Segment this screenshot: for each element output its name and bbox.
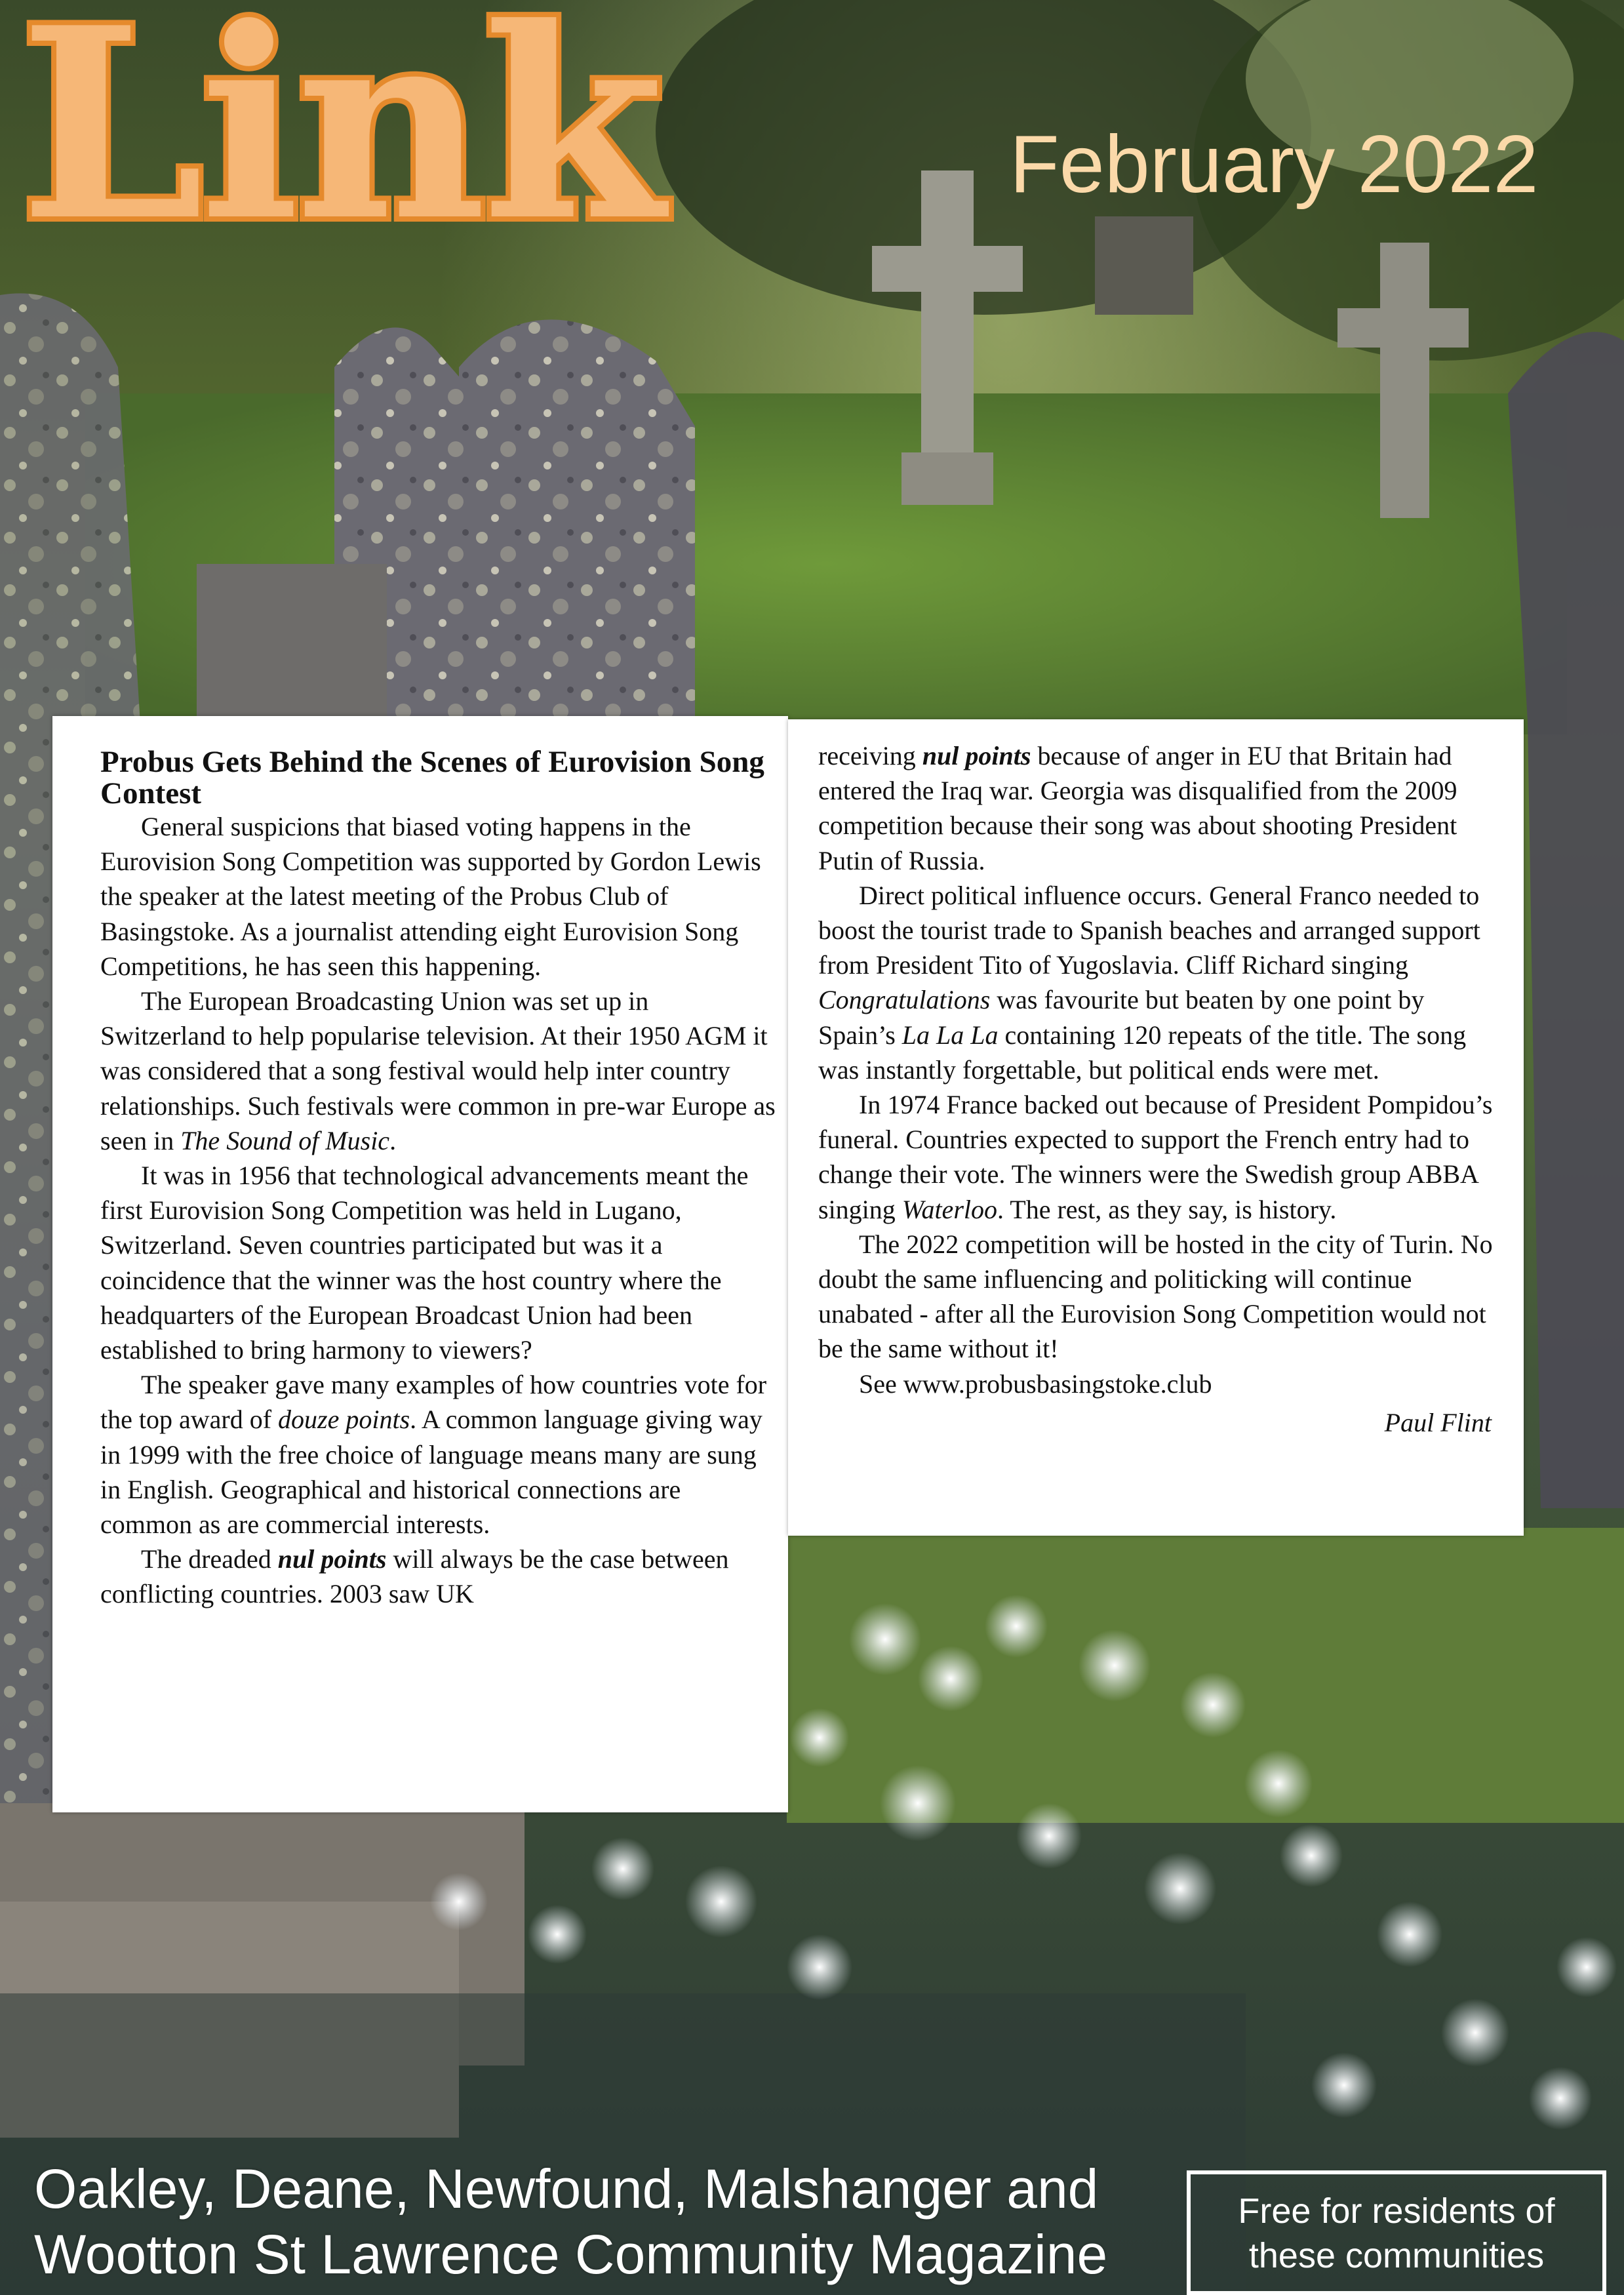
text-run: General suspicions that biased voting happens in the Eurovision Song Competition was supported by Gordon Lewis the speaker at the latest meeting of the Probus Club of Basingstoke. As a journalist attending eight Eurovision Song Competitions, he has seen this happening. — [100, 812, 761, 981]
text-run: See www.probusbasingstoke.club — [859, 1368, 1212, 1399]
free-line-1: Free for residents of — [1238, 2191, 1555, 2231]
article-body-left — [100, 809, 776, 1612]
text-run: La La La — [901, 1020, 999, 1050]
text-run: . The rest, as they say, is history. — [997, 1194, 1337, 1224]
article-paragraph — [100, 984, 776, 1158]
article-paragraph — [818, 738, 1508, 878]
text-run: was favourite but beaten by one point by Spain’s — [818, 985, 1425, 1050]
article-body-right — [818, 738, 1508, 1401]
article-paragraph — [818, 878, 1508, 1087]
text-run: . A common language giving way in 1999 with the free choice of language means many are sung in English. Geographical and historical connections are common as are commercial interests. — [100, 1405, 762, 1540]
text-run: Waterloo — [901, 1194, 997, 1224]
article-paragraph — [100, 809, 776, 984]
article-column-right — [818, 738, 1508, 1440]
article-paragraph — [818, 1367, 1508, 1401]
text-run: nul points — [277, 1544, 387, 1574]
article-paragraph — [100, 1367, 776, 1542]
text-run: The speaker gave many examples of how countries vote for the top award of — [100, 1370, 767, 1435]
article-paragraph — [818, 1087, 1508, 1227]
text-run: In 1974 France backed out because of President Pompidou’s funeral. Countries expected to support the French entry had to change their vote. The winners were the Swedish group ABBA singing — [818, 1090, 1493, 1224]
free-distribution-box — [1187, 2170, 1606, 2295]
text-run: will always be the case between conflicting countries. 2003 saw UK — [100, 1544, 729, 1609]
text-run: douze points — [278, 1405, 410, 1435]
text-run: Direct political influence occurs. General Franco needed to boost the tourist trade to Spanish beaches and arranged support from President Tito of Yugoslavia. Cliff Richard singing — [818, 880, 1480, 980]
text-run: The dreaded — [141, 1544, 278, 1574]
text-run: The European Broadcasting Union was set up in Switzerland to help popularise television. At their 1950 AGM it was considered that a song festival would help inter country relationships. Such festivals were common in pre-war Europe as seen in — [100, 986, 776, 1155]
text-run: The Sound of Music — [180, 1125, 390, 1155]
article-author: Paul Flint — [1384, 1407, 1492, 1437]
article-headline: Probus Gets Behind the Scenes of Eurovision Song Contest — [100, 745, 764, 810]
article-paragraph — [818, 1227, 1508, 1367]
magazine-subtitle-line-2: Wootton St Lawrence Community Magazine — [34, 2224, 1108, 2285]
article-column-left — [100, 746, 776, 1612]
text-run: receiving — [818, 741, 922, 770]
free-line-2: these communities — [1248, 2236, 1545, 2275]
article-paragraph — [100, 1542, 776, 1611]
magazine-subtitle — [34, 2156, 1107, 2287]
text-run: Congratulations — [818, 985, 991, 1015]
issue-date: February 2022 — [1010, 119, 1539, 210]
text-run: . — [389, 1125, 397, 1155]
text-run: containing 120 repeats of the title. The song was instantly forgettable, but political ends were met. — [818, 1020, 1467, 1085]
magazine-subtitle-line-1: Oakley, Deane, Newfound, Malshanger and — [34, 2158, 1099, 2220]
text-run: The 2022 competition will be hosted in the city of Turin. No doubt the same influencing and politicking will continue unabated - after all the Eurovision Song Competition would not be the same without it! — [818, 1229, 1493, 1364]
text-run: nul points — [922, 741, 1031, 770]
article-paragraph — [100, 1158, 776, 1367]
text-run: It was in 1956 that technological advancements meant the first Eurovision Song Competition was held in Lugano, Switzerland. Seven countries participated but was it a coincidence that the winner was the host country where the headquarters of the European Broadcast Union had been established to bring harmony to viewers? — [100, 1161, 749, 1365]
text-run: because of anger in EU that Britain had entered the Iraq war. Georgia was disqualified from the 2009 competition because their song was about shooting President Putin of Russia. — [818, 741, 1457, 875]
masthead-title: Link — [20, 0, 661, 279]
